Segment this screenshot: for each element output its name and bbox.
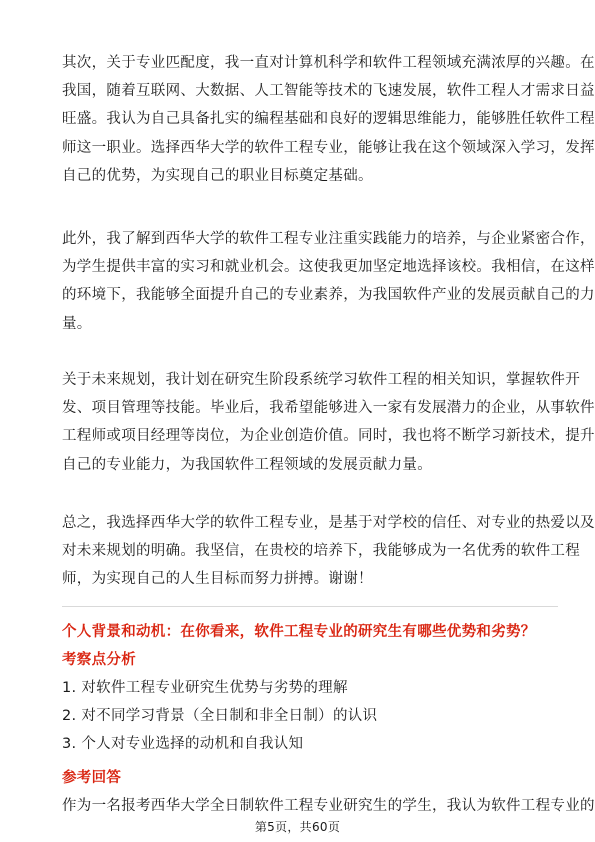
text-line: 旺盛。我认为自己具备扎实的编程基础和良好的逻辑思维能力，能够胜任软件工程 <box>62 111 595 128</box>
paragraph-practice <box>62 225 595 338</box>
section-divider <box>62 606 558 607</box>
analysis-item: 1. 对软件工程专业研究生优势与劣势的理解 <box>62 680 348 696</box>
paragraph-major-match <box>62 49 595 190</box>
text-line: 量。 <box>62 315 92 332</box>
answer-heading: 参考回答 <box>62 770 122 786</box>
page-number: 第5页，共60页 <box>254 820 341 834</box>
paragraph-future-plan <box>62 366 595 479</box>
text-line: 的环境下，我能够全面提升自己的专业素养，为我国软件产业的发展贡献自己的力 <box>62 287 595 304</box>
text-line: 师这一职业。选择西华大学的软件工程专业，能够让我在这个领域深入学习，发挥 <box>62 139 595 156</box>
text-line: 自己的优势，为实现自己的职业目标奠定基础。 <box>62 167 373 184</box>
analysis-heading: 考察点分析 <box>62 652 136 668</box>
answer-text: 作为一名报考西华大学全日制软件工程专业研究生的学生，我认为软件工程专业的 <box>62 798 595 814</box>
analysis-item: 3. 个人对专业选择的动机和自我认知 <box>62 736 304 752</box>
text-line: 发、项目管理等技能。毕业后，我希望能够进入一家有发展潜力的企业，从事软件 <box>62 400 595 417</box>
text-line: 为学生提供丰富的实习和就业机会。这使我更加坚定地选择该校。我相信，在这样 <box>62 259 595 276</box>
analysis-item: 2. 对不同学习背景（全日制和非全日制）的认识 <box>62 708 378 724</box>
text-line: 其次，关于专业匹配度，我一直对计算机科学和软件工程领域充满浓厚的兴趣。在 <box>62 55 595 71</box>
text-line: 总之，我选择西华大学的软件工程专业，是基于对学校的信任、对专业的热爱以及 <box>62 515 595 531</box>
text-line: 师，为实现自己的人生目标而努力拼搏。谢谢！ <box>62 571 373 588</box>
text-line: 此外，我了解到西华大学的软件工程专业注重实践能力的培养，与企业紧密合作， <box>62 231 595 247</box>
text-line: 工程师或项目经理等岗位，为企业创造价值。同时，我也将不断学习新技术，提升 <box>62 428 595 445</box>
text-line: 对未来规划的明确。我坚信，在贵校的培养下，我能够成为一名优秀的软件工程 <box>62 543 580 560</box>
question-heading: 个人背景和动机：在你看来，软件工程专业的研究生有哪些优势和劣势？ <box>62 624 536 640</box>
paragraph-conclusion <box>62 509 595 594</box>
text-line: 自己的专业能力，为我国软件工程领域的发展贡献力量。 <box>62 456 432 473</box>
text-line: 我国，随着互联网、大数据、人工智能等技术的飞速发展，软件工程人才需求日益 <box>62 83 595 100</box>
text-line: 关于未来规划，我计划在研究生阶段系统学习软件工程的相关知识，掌握软件开 <box>62 372 580 388</box>
